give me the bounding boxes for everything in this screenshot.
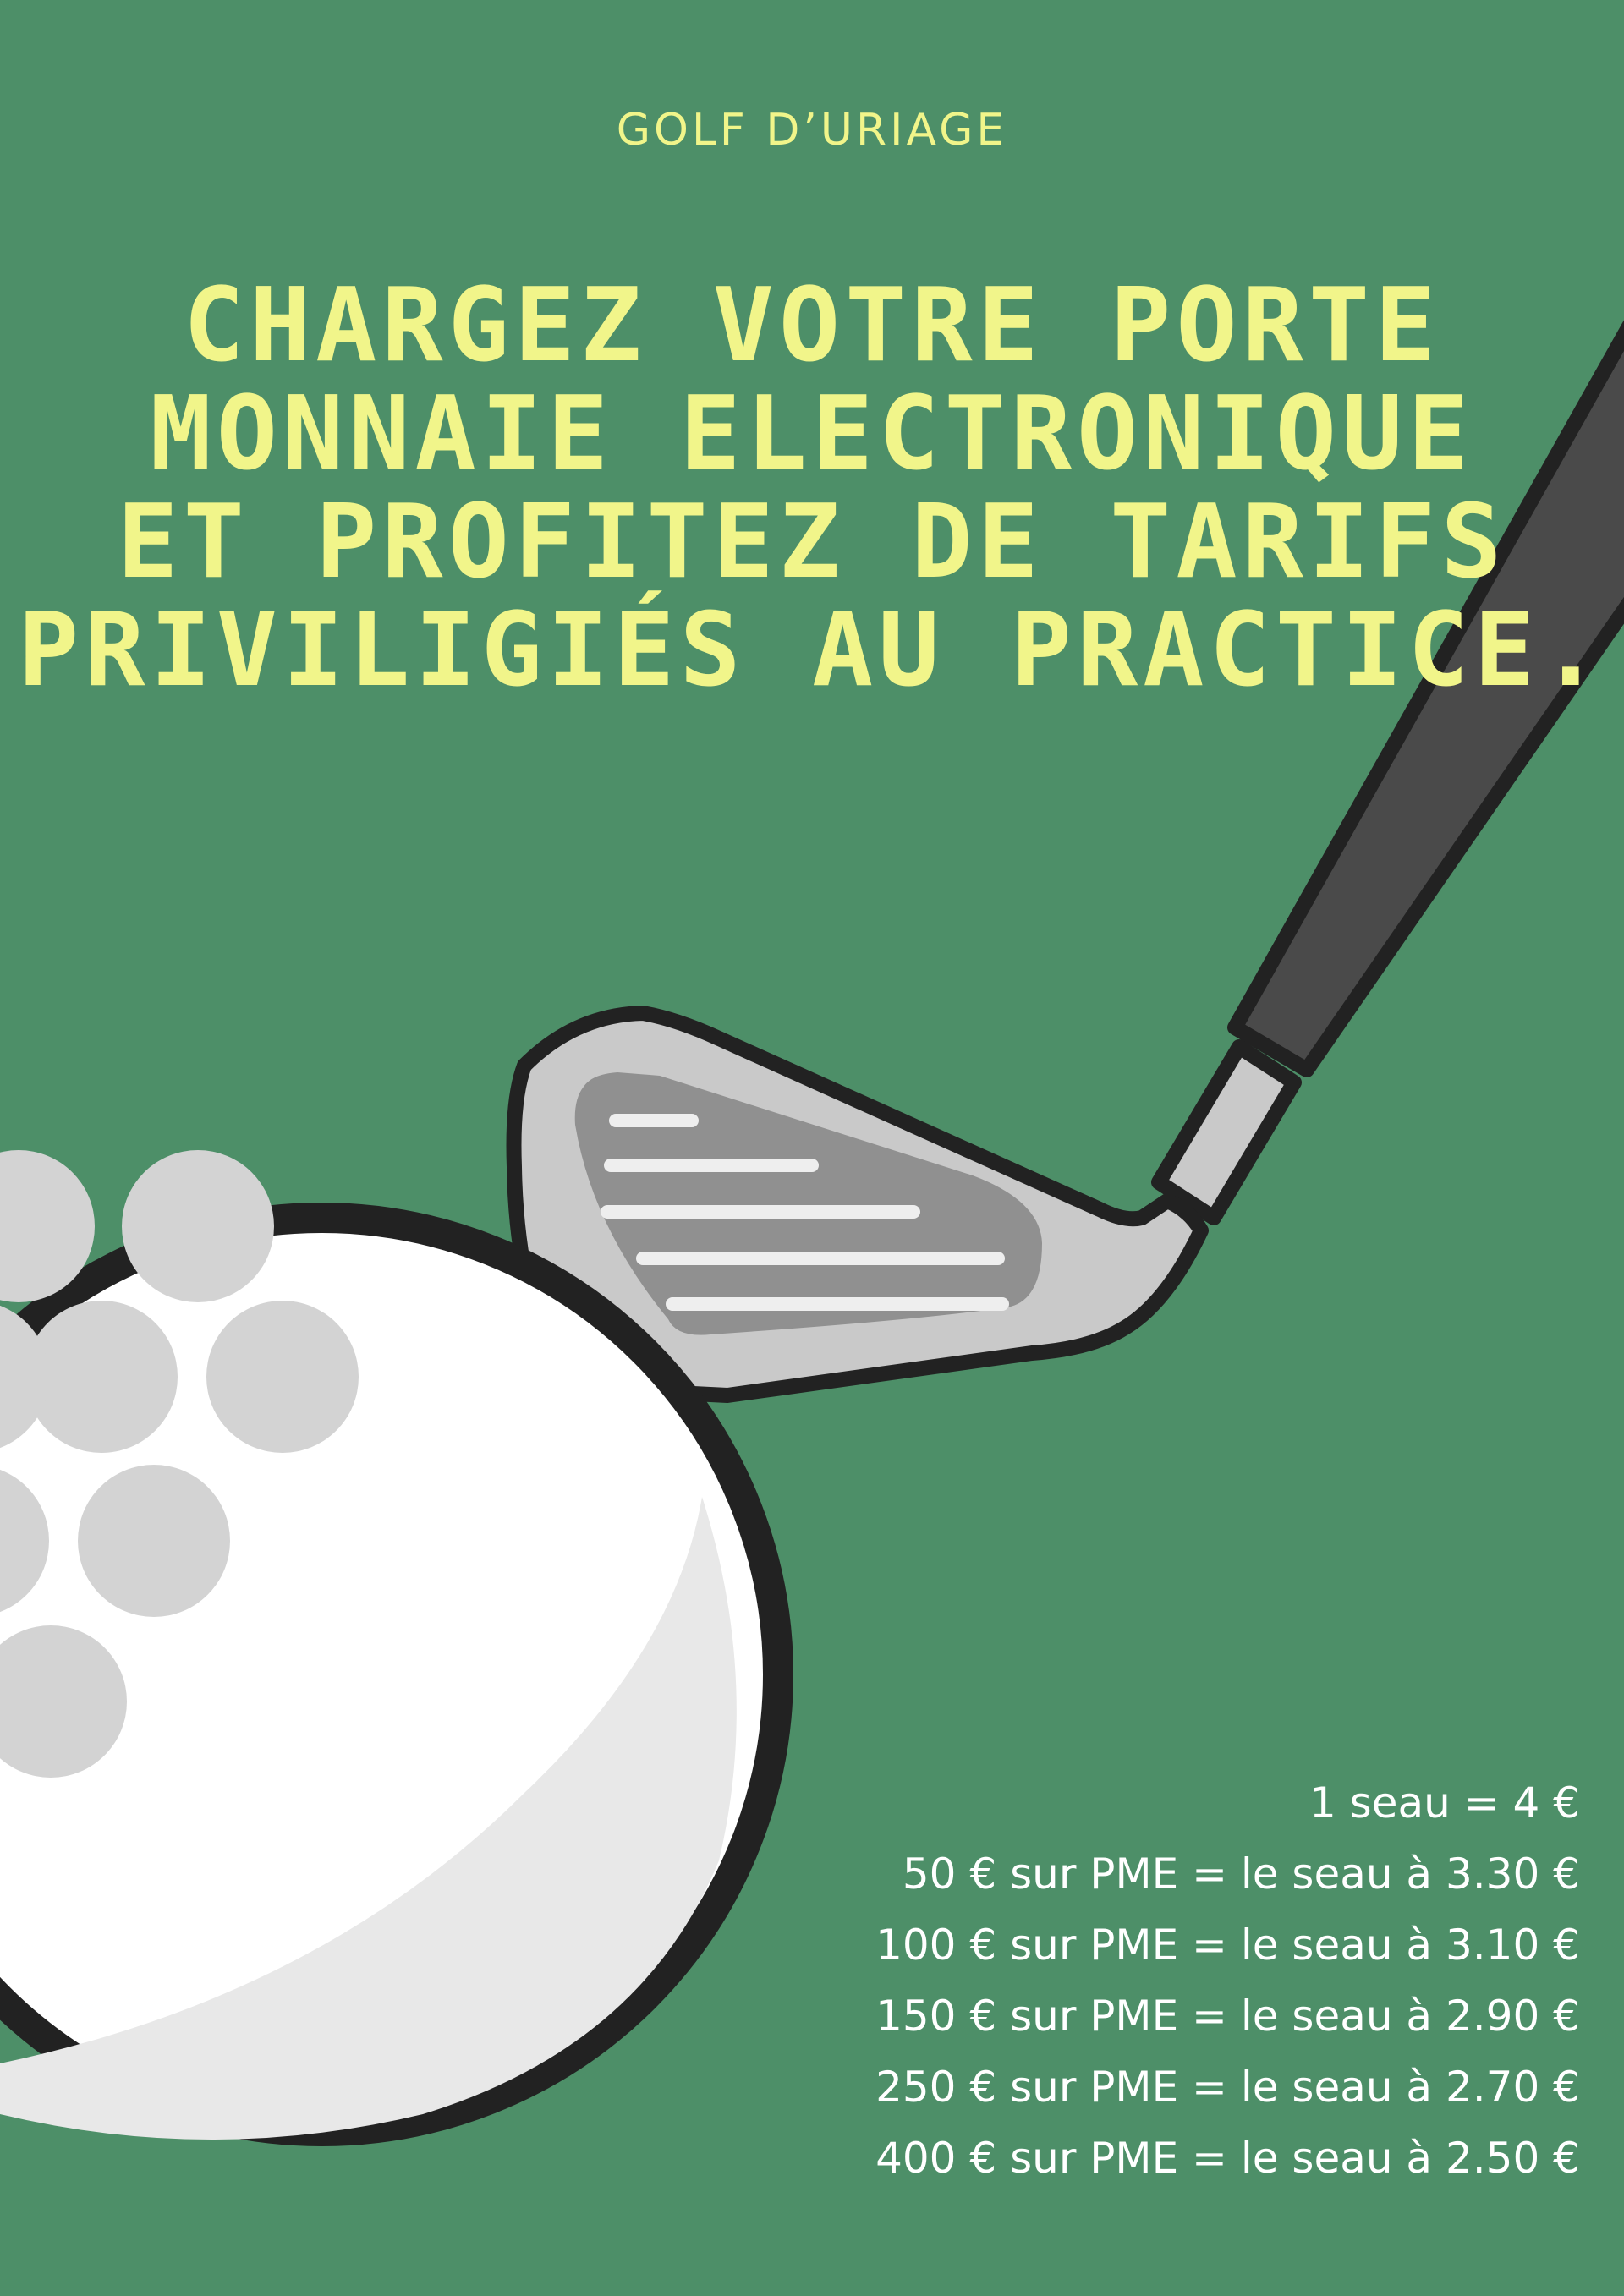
headline-line: MONNAIE ELECTRONIQUE — [150, 375, 1474, 493]
headline — [17, 267, 1607, 710]
price-item: 150 € sur PME = le seau à 2.90 € — [875, 1992, 1580, 2041]
club-hosel — [1159, 1047, 1294, 1218]
headline-line: CHARGEZ VOTRE PORTE — [183, 267, 1441, 385]
brand-name: GOLF D’URIAGE — [616, 105, 1008, 156]
price-item: 400 € sur PME = le seau à 2.50 € — [875, 2134, 1580, 2183]
headline-line: ET PROFITEZ DE TARIFS — [117, 484, 1507, 601]
price-item: 1 seau = 4 € — [1309, 1778, 1580, 1827]
price-item: 250 € sur PME = le seau à 2.70 € — [875, 2063, 1580, 2112]
headline-line: PRIVILIGIÉS AU PRACTICE. — [18, 592, 1606, 710]
price-item: 100 € sur PME = le seau à 3.10 € — [875, 1921, 1580, 1970]
price-item: 50 € sur PME = le seau à 3.30 € — [902, 1849, 1580, 1899]
price-list — [650, 1767, 1580, 2194]
